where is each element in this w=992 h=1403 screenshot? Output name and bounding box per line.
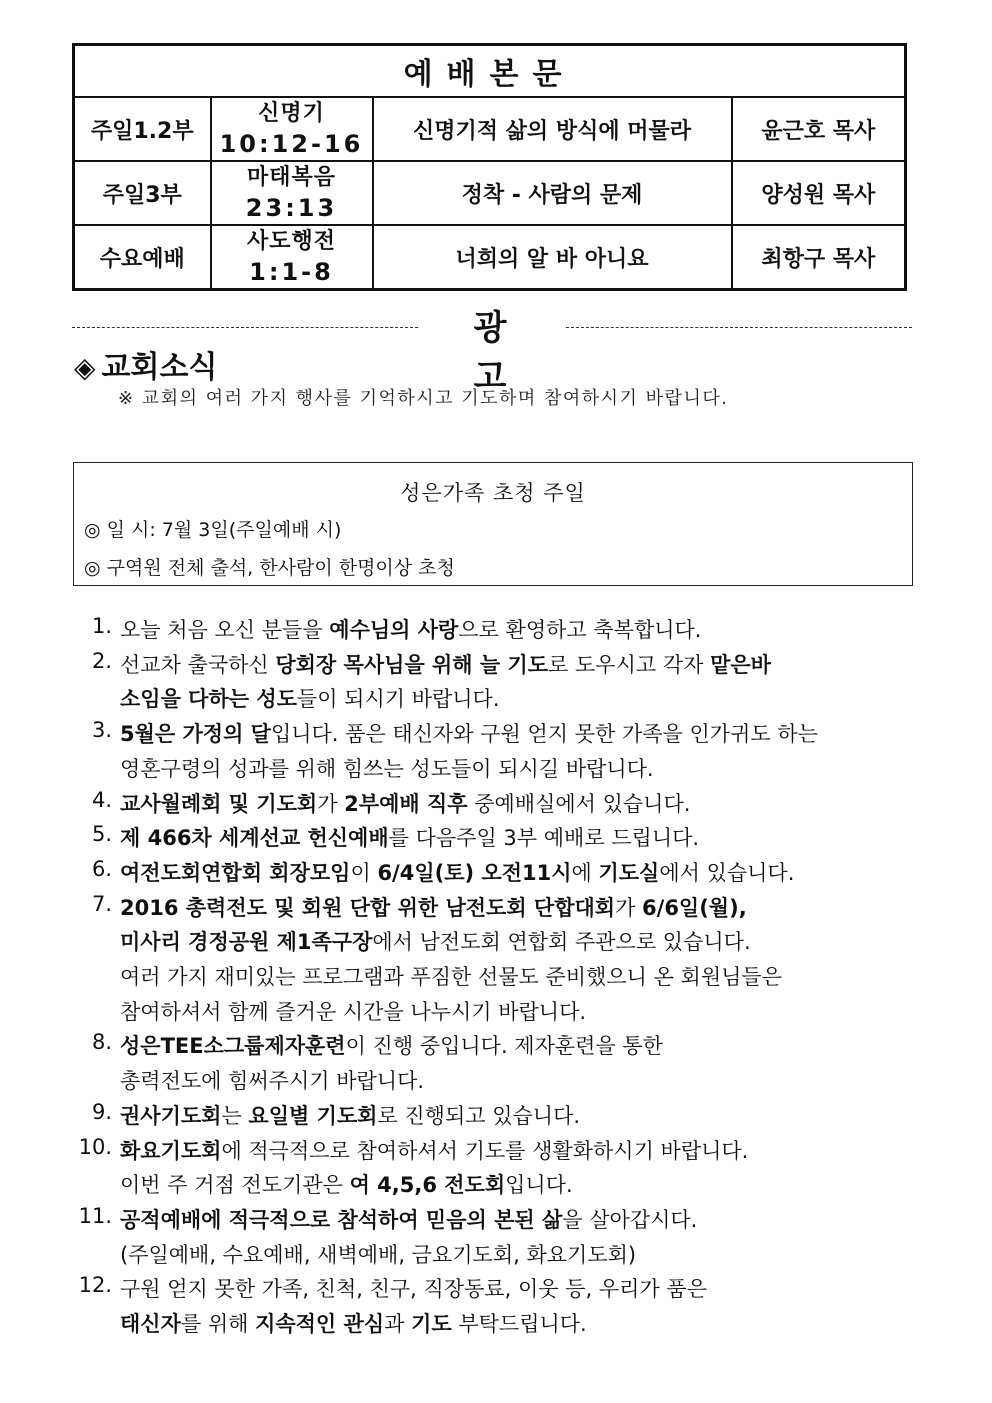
church-news-heading [74, 342, 217, 386]
item-line [120, 614, 701, 644]
scripture-ref [211, 161, 373, 225]
emphasis-text: 기도실 [598, 860, 660, 885]
emphasis-text: 공적예배에 적극적으로 참석하여 믿음의 본된 삶 [120, 1207, 563, 1232]
body-text: 를 다음주일 3부 예배로 드립니다. [388, 826, 700, 851]
body-text: 가 [615, 895, 643, 920]
emphasis-text: 제 466차 세계선교 헌신예배 [120, 826, 389, 851]
item-line [120, 857, 794, 887]
preacher-name: 최항구 목사 [732, 225, 906, 290]
body-text: 여러 가지 재미있는 프로그램과 푸짐한 선물도 준비했으니 온 회원님들은 [120, 964, 782, 989]
service-name: 주일1.2부 [74, 97, 211, 161]
sermon-table-title: 예배본문 [74, 45, 906, 98]
emphasis-text: 권사기도회 [120, 1103, 222, 1128]
item-number: 1. [91, 614, 112, 638]
body-text: 이 [350, 860, 378, 885]
service-name: 주일3부 [74, 161, 211, 225]
item-line [120, 1204, 697, 1234]
item-line [120, 1065, 424, 1095]
emphasis-text: 기도 [411, 1311, 452, 1336]
item-line [120, 1169, 573, 1199]
emphasis-text: 화요기도회 [120, 1138, 222, 1163]
sermon-title: 너희의 알 바 아니요 [373, 225, 732, 290]
sermon-row [74, 97, 906, 161]
sermon-title: 신명기적 삶의 방식에 머물라 [373, 97, 732, 161]
scripture-verse: 23:13 [245, 194, 338, 222]
body-text: 중예배실에서 있습니다. [467, 791, 691, 816]
scripture-book: 사도행전 [246, 229, 336, 254]
emphasis-text: 지속적인 관심 [255, 1311, 385, 1336]
item-line [120, 926, 751, 956]
item-line [120, 788, 690, 818]
item-line [120, 718, 818, 748]
body-text: 총력전도에 힘써주시기 바랍니다. [120, 1069, 425, 1094]
scripture-ref [211, 225, 373, 290]
dashed-divider [72, 327, 418, 328]
scripture-ref [211, 97, 373, 161]
body-text: 에 [571, 860, 599, 885]
item-line [120, 1135, 748, 1165]
body-text: 으로 환영하고 축복합니다. [458, 618, 702, 642]
item-number: 9. [91, 1099, 112, 1124]
body-text: 로 진행되고 있습니다. [377, 1103, 581, 1128]
body-text: 과 [384, 1311, 412, 1336]
emphasis-text: 6/6일(월), [642, 895, 747, 920]
body-text: 선교차 출국하신 [120, 652, 276, 677]
body-text: (주일예배, 수요예배, 새벽예배, 금요기도회, 화요기도회) [120, 1242, 637, 1267]
sermon-title: 정착 - 사람의 문제 [373, 161, 732, 225]
item-line [120, 1239, 636, 1269]
emphasis-text: 당회장 목사님을 위해 늘 기도 [275, 652, 549, 677]
preacher-name: 윤근호 목사 [732, 97, 906, 161]
emphasis-text: 예수님의 사랑 [329, 618, 459, 642]
announcement-title: 광고 [473, 308, 541, 397]
item-number: 3. [91, 718, 112, 743]
emphasis-text: 요일별 기도회 [248, 1103, 378, 1128]
item-line [120, 1030, 663, 1060]
scripture-verse: 10:12-16 [219, 130, 364, 158]
emphasis-text: 2부예배 직후 [344, 791, 468, 816]
event-title: 성은가족 초청 주일 [400, 481, 586, 505]
event-box [73, 462, 913, 586]
item-number: 2. [91, 648, 112, 673]
item-number: 8. [91, 1030, 112, 1055]
item-line [120, 892, 747, 922]
scripture-verse: 1:1-8 [249, 258, 334, 286]
emphasis-text: 2016 총력전도 및 회원 단합 위한 남전도회 단합대회 [120, 895, 616, 920]
body-text: 구원 얻지 못한 가족, 친척, 친구, 직장동료, 이웃 등, 우리가 품은 [120, 1277, 707, 1302]
item-line [120, 649, 771, 679]
body-text: 을 살아갑시다. [562, 1207, 698, 1232]
body-text: 로 도우시고 각자 [548, 652, 711, 677]
body-text: 입니다. [505, 1173, 573, 1198]
emphasis-text: 6/4일(토) 오전11시 [377, 860, 572, 885]
body-text: 들이 되시기 바랍니다. [296, 687, 500, 712]
item-line [120, 822, 699, 852]
body-text: 오늘 처음 오신 분들을 [120, 618, 330, 642]
body-text: 에서 있습니다. [659, 860, 795, 885]
dashed-divider [566, 327, 912, 328]
event-detail-line: ◎ 구역원 전체 출석, 한사람이 한명이상 초청 [84, 557, 455, 579]
sermon-row [74, 225, 906, 290]
item-number: 7. [91, 891, 112, 916]
sermon-table [72, 43, 907, 291]
emphasis-text: 여전도회연합회 회장모임 [120, 860, 351, 885]
body-text: 입니다. 품은 태신자와 구원 얻지 못한 가족을 인가귀도 하는 [270, 722, 818, 747]
body-text: 가 [317, 791, 345, 816]
emphasis-text: 맡은바 [710, 652, 771, 677]
service-name: 수요예배 [74, 225, 211, 290]
emphasis-text: 미사리 경정공원 제1족구장 [120, 930, 373, 955]
event-date-line: ◎ 일 시: 7월 3일(주일예배 시) [84, 519, 342, 541]
emphasis-text: 태신자 [120, 1311, 181, 1336]
item-line [120, 1273, 707, 1303]
item-line [120, 753, 654, 783]
item-number: 5. [91, 822, 112, 847]
emphasis-text: 소임을 다하는 성도 [120, 687, 297, 712]
emphasis-text: 5월은 가정의 달 [120, 722, 271, 747]
scripture-book: 신명기 [258, 101, 325, 126]
body-text: 이 진행 중입니다. 제자훈련을 통한 [345, 1034, 663, 1059]
church-news-note: ※ 교회의 여러 가지 행사를 기억하시고 기도하며 참여하시기 바랍니다. [118, 388, 729, 409]
church-news-title: 교회소식 [101, 350, 218, 385]
scripture-book: 마태복음 [246, 165, 336, 190]
emphasis-text: 성은TEE소그룹제자훈련 [120, 1034, 346, 1059]
item-line [120, 961, 782, 991]
emphasis-text: 교사월례회 및 기도회 [120, 791, 318, 816]
diamond-icon: ◈ [74, 351, 96, 384]
item-line [120, 683, 500, 713]
item-number: 6. [91, 856, 112, 881]
item-line [120, 1308, 587, 1338]
item-number: 12. [78, 1273, 112, 1298]
body-text: 는 [221, 1103, 249, 1128]
item-number: 10. [78, 1134, 112, 1159]
body-text: 에 적극적으로 참여하셔서 기도를 생활화하시기 바랍니다. [221, 1138, 749, 1163]
body-text: 영혼구령의 성과를 위해 힘쓰는 성도들이 되시길 바랍니다. [120, 756, 654, 781]
emphasis-text: 여 4,5,6 전도회 [349, 1173, 506, 1198]
item-line [120, 996, 586, 1026]
body-text: 이번 주 거점 전도기관은 [120, 1173, 350, 1198]
sermon-row [74, 161, 906, 225]
item-number: 4. [91, 787, 112, 812]
body-text: 부탁드립니다. [451, 1311, 587, 1336]
preacher-name: 양성원 목사 [732, 161, 906, 225]
item-number: 11. [78, 1203, 112, 1228]
body-text: 를 위해 [180, 1311, 256, 1336]
body-text: 에서 남전도회 연합회 주관으로 있습니다. [372, 930, 751, 955]
body-text: 참여하셔서 함께 즐거운 시간을 나누시기 바랍니다. [120, 999, 587, 1024]
item-line [120, 1100, 580, 1130]
